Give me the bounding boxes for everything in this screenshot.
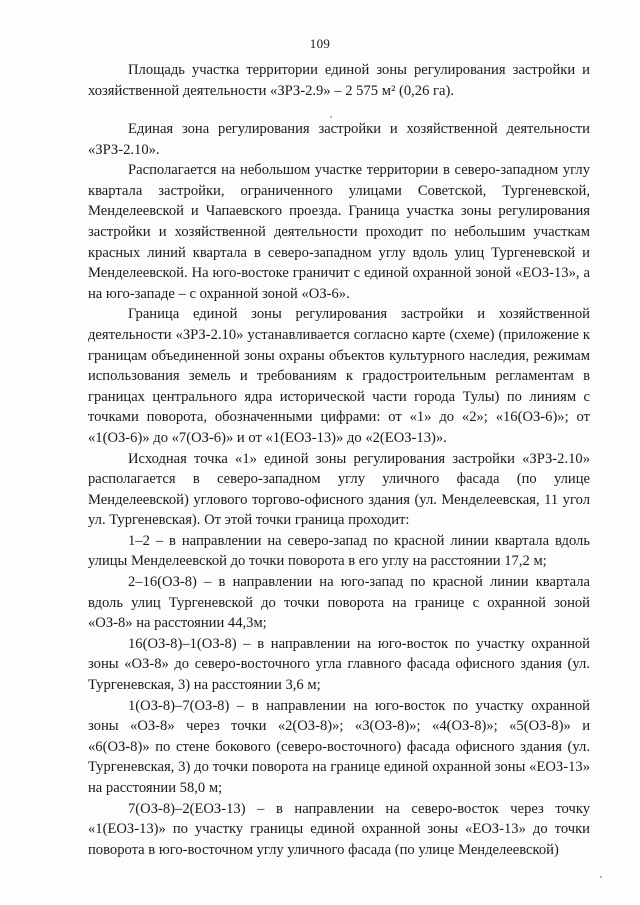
paragraph: Граница единой зоны регулирования застройки и хозяйственной деятельности «ЗРЗ-2.10» устанавливается согласно карте (схеме) (приложение к границам объединенной зоны охраны объектов культурного наследия, режимам использования земель и требованиям к градостроительным регламентам в границах центрального ядра исторической части города Тулы) по линиям с точками поворота, обозначенными цифрами: от «1» до «2»; «16(ОЗ-6)»; от «1(ОЗ-6)» до «7(ОЗ-6)» и от «1(ЕОЗ-13)» до «2(ЕОЗ-13)». bbox=[88, 306, 590, 446]
section-zrz-2-10 bbox=[88, 119, 590, 860]
paragraph: Располагается на небольшом участке территории в северо-западном углу квартала застройки, ограниченного улицами Советской, Тургеневской, Менделеевской и Чапаевского проезда. Граница участка зоны регулирования застройки и хозяйственной деятельности проходит по небольшим участкам красных линий квартала в северо-западном углу вдоль улиц Тургеневской и Менделеевской. На юго-востоке граничит с единой охранной зоной «ЕОЗ-13», а на юго-западе – с охранной зоной «ОЗ-6». bbox=[88, 162, 590, 302]
boundary-segment: 1(ОЗ-8)–7(ОЗ-8) – в направлении на юго-восток по участку охранной зоны «ОЗ-8» через точки «2(ОЗ-8)»; «3(ОЗ-8)»; «4(ОЗ-8)»; «5(ОЗ-8)» и «6(ОЗ-8)» по стене бокового (северо-восточного) фасада офисного здания (ул. Тургеневская, 3) до точки поворота на границе единой охранной зоны «ЕОЗ-13» на расстоянии 58,0 м; bbox=[88, 697, 590, 796]
scan-speck bbox=[600, 876, 602, 878]
boundary-segment: 1–2 – в направлении на северо-запад по красной линии квартала вдоль улицы Менделеевской до точки поворота в его углу на расстоянии 17,2 м; bbox=[88, 532, 590, 570]
boundary-segment: 2–16(ОЗ-8) – в направлении на юго-запад по красной линии квартала вдоль улиц Тургеневской до точки поворота на границе с охранной зоной «ОЗ-8» на расстоянии 44,3м; bbox=[88, 574, 590, 632]
page-number: 109 bbox=[309, 36, 331, 51]
section-heading: Единая зона регулирования застройки и хозяйственной деятельности «ЗРЗ-2.10». bbox=[88, 121, 590, 158]
section-zrz-2-9-area bbox=[88, 60, 590, 101]
paragraph: Исходная точка «1» единой зоны регулирования застройки «ЗРЗ-2.10» располагается в северо-западном углу уличного фасада (по улице Менделеевской) углового торгово-офисного здания (ул. Менделеевская, 11 угол ул. Тургеневская). От этой точки граница проходит: bbox=[88, 450, 590, 529]
boundary-segment: 7(ОЗ-8)–2(ЕОЗ-13) – в направлении на северо-восток через точку «1(ЕОЗ-13)» по участку границы единой охранной зоны «ЕОЗ-13» до точки поворота в юго-восточном углу уличного фасада (по улице Менделеевской) bbox=[88, 800, 590, 858]
boundary-segment: 16(ОЗ-8)–1(ОЗ-8) – в направлении на юго-восток по участку охранной зоны «ОЗ-8» до северо-восточного угла главного фасада офисного здания (ул. Тургеневская, 3) на расстоянии 3,6 м; bbox=[88, 635, 590, 694]
paragraph: Площадь участка территории единой зоны регулирования застройки и хозяйственной деятельности «ЗРЗ-2.9» – 2 575 м² (0,26 га). bbox=[88, 62, 590, 99]
scan-speck bbox=[330, 116, 332, 118]
